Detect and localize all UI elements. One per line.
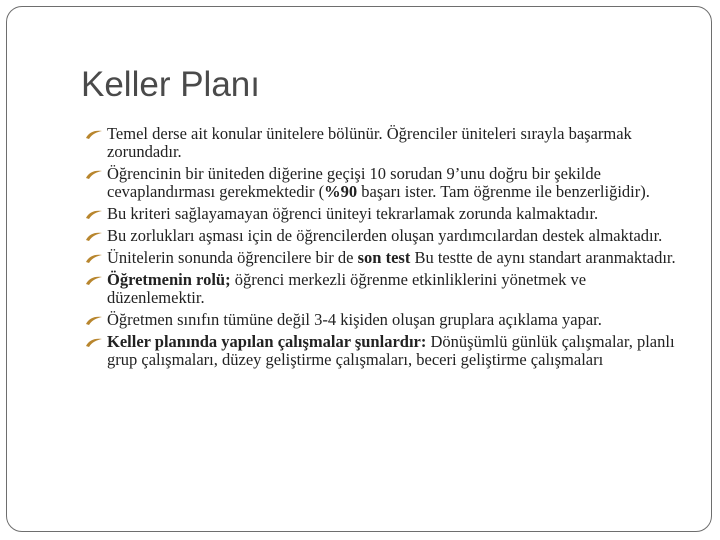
- list-item: [83, 249, 683, 267]
- bullet-text: Bu kriteri sağlayamayan öğrenci üniteyi tekrarlamak zorunda kalmaktadır.: [107, 204, 599, 223]
- list-item: [83, 311, 683, 329]
- bullet-text-post: Bu testte de aynı standart aranmaktadır.: [410, 248, 676, 267]
- bullet-text-post: öğrenci merkezli öğrenme etkinliklerini yönetmek ve düzenlemektir.: [107, 270, 587, 307]
- swoosh-bullet-icon: [85, 275, 103, 286]
- swoosh-bullet-icon: [85, 231, 103, 242]
- list-item: [83, 271, 683, 307]
- swoosh-bullet-icon: [85, 337, 103, 348]
- bullet-list: [83, 125, 683, 373]
- bullet-text-pre: Ünitelerin sonunda öğrencilere bir de: [107, 248, 358, 267]
- slide-frame: [6, 6, 712, 532]
- bullet-text-bold: son test: [357, 248, 411, 267]
- swoosh-bullet-icon: [85, 169, 103, 180]
- bullet-text: Öğretmen sınıfın tümüne değil 3-4 kişiden oluşan gruplara açıklama yapar.: [107, 310, 602, 329]
- swoosh-bullet-icon: [85, 315, 103, 326]
- bullet-text-pre: Öğrencinin bir üniteden diğerine geçişi 10 sorudan 9’unu doğru bir şekilde cevaplandırması gerekmektedir (: [107, 164, 601, 201]
- swoosh-bullet-icon: [85, 209, 103, 220]
- bullet-text: Temel derse ait konular ünitelere bölünür. Öğrenciler üniteleri sırayla başarmak zorundadır.: [107, 124, 632, 161]
- bullet-text-post: başarı ister. Tam öğrenme ile benzerliğidir).: [357, 182, 650, 201]
- bullet-text-post: Dönüşümlü günlük çalışmalar, planlı grup çalışmaları, düzey geliştirme çalışmaları, beceri geliştirme çalışmaları: [107, 332, 675, 369]
- bullet-text: Bu zorlukları aşması için de öğrencilerden oluşan yardımcılardan destek almaktadır.: [107, 226, 663, 245]
- list-item: [83, 333, 683, 369]
- list-item: [83, 205, 683, 223]
- bullet-text-bold: Keller planında yapılan çalışmalar şunlardır:: [107, 332, 427, 351]
- bullet-text-bold: %90: [324, 182, 358, 201]
- list-item: [83, 227, 683, 245]
- list-item: [83, 165, 683, 201]
- slide-title: Keller Planı: [81, 65, 260, 104]
- swoosh-bullet-icon: [85, 253, 103, 264]
- bullet-text-bold: Öğretmenin rolü;: [107, 270, 231, 289]
- swoosh-bullet-icon: [85, 129, 103, 140]
- list-item: [83, 125, 683, 161]
